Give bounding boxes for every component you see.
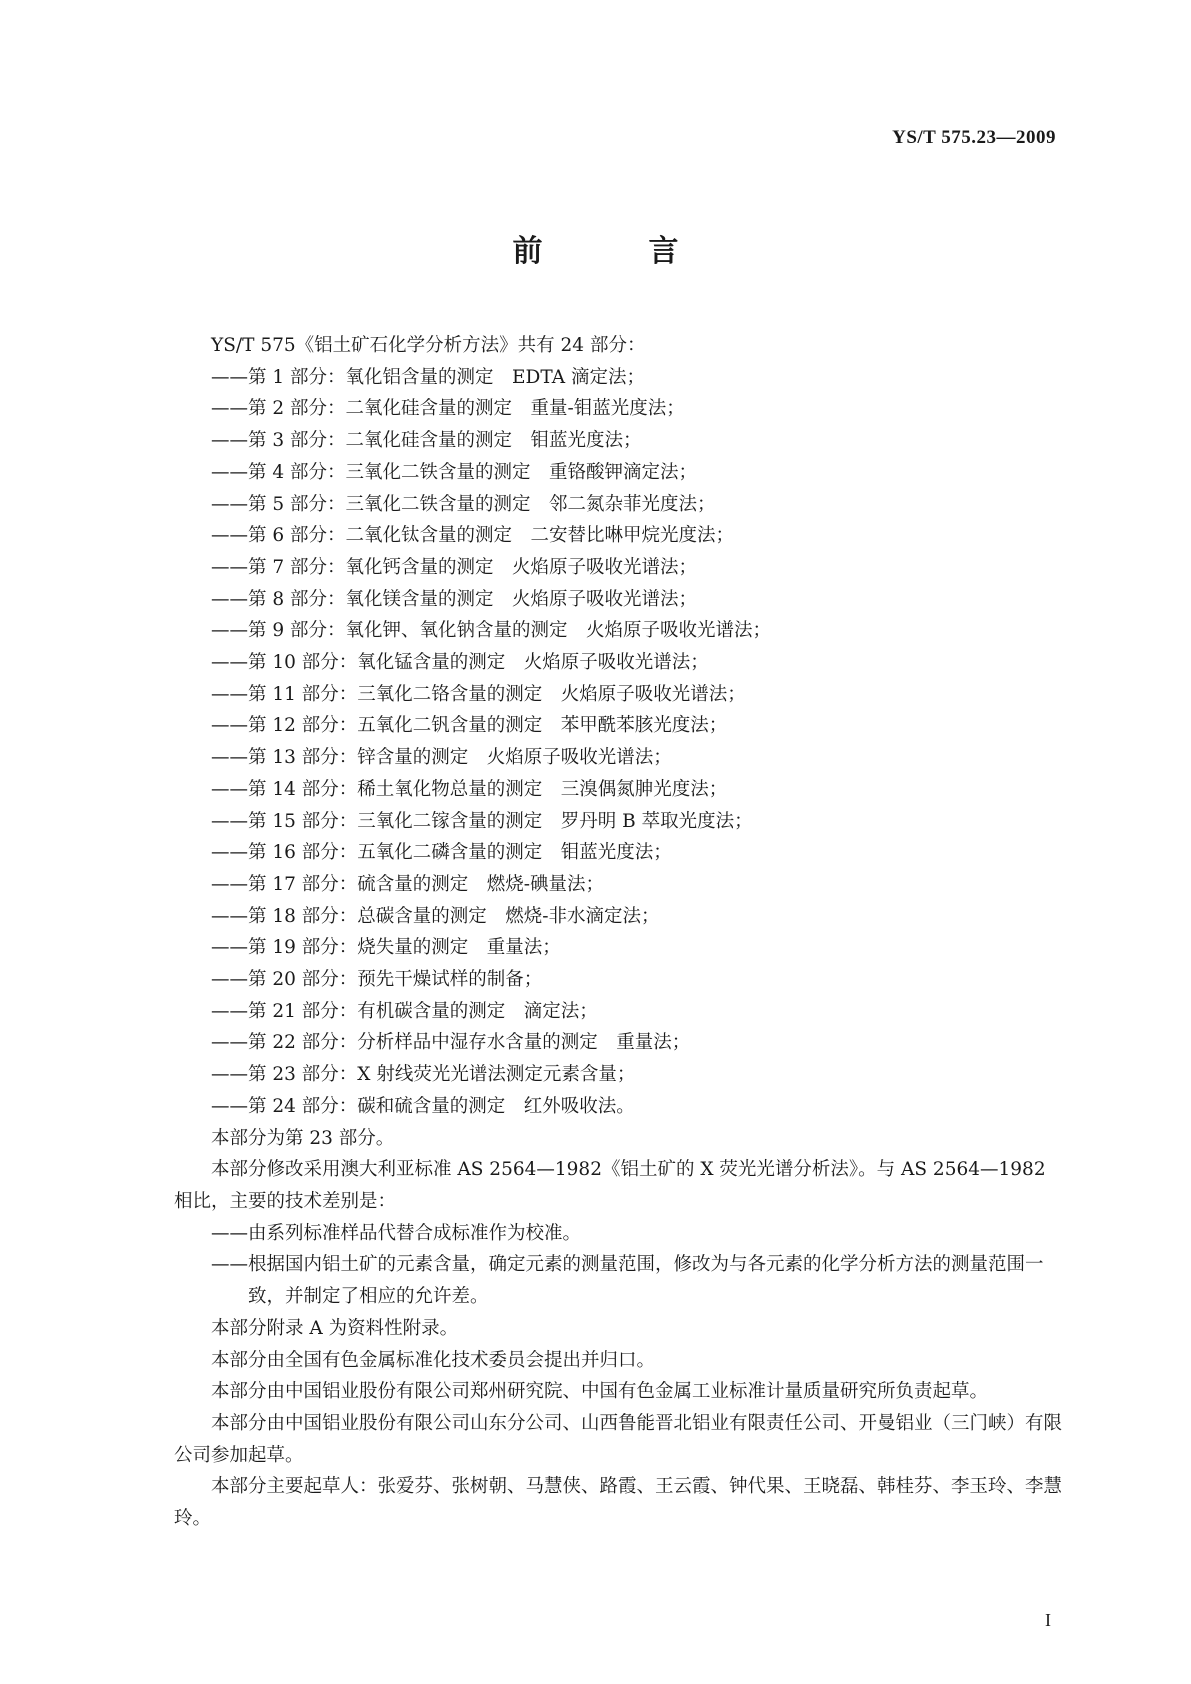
- list-item: ——第 4 部分：三氧化二铁含量的测定 重铬酸钾滴定法；: [211, 461, 698, 483]
- list-item: ——第 3 部分：二氧化硅含量的测定 钼蓝光度法；: [211, 430, 642, 452]
- list-item: ——第 21 部分：有机碳含量的测定 滴定法；: [211, 1000, 598, 1022]
- list-item: ——第 12 部分：五氧化二钒含量的测定 苯甲酰苯胲光度法；: [211, 715, 728, 737]
- list-item: ——第 6 部分：二氧化钛含量的测定 二安替比啉甲烷光度法；: [211, 525, 735, 547]
- list-item: ——第 23 部分：X 射线荧光光谱法测定元素含量；: [211, 1064, 636, 1086]
- list-item: ——第 8 部分：氧化镁含量的测定 火焰原子吸收光谱法；: [211, 588, 698, 610]
- adoption-paragraph: 本部分修改采用澳大利亚标准 AS 2564—1982《铝土矿的 X 荧光光谱分析法》。与 AS 2564—1982 相比，主要的技术差别是：: [174, 1159, 1046, 1212]
- list-item: ——第 19 部分：烧失量的测定 重量法；: [211, 937, 561, 959]
- list-item: ——根据国内铝土矿的元素含量，确定元素的测量范围，修改为与各元素的化学分析方法的测量范围一致，并制定了相应的允许差。: [211, 1254, 1044, 1308]
- list-item: ——第 20 部分：预先干燥试样的制备；: [211, 969, 543, 991]
- list-item: ——由系列标准样品代替合成标准作为校准。: [211, 1222, 582, 1244]
- this-part-paragraph: 本部分为第 23 部分。: [211, 1127, 395, 1149]
- list-item: ——第 24 部分：碳和硫含量的测定 红外吸收法。: [211, 1095, 635, 1117]
- page-number: I: [1045, 1610, 1051, 1630]
- list-item: ——第 2 部分：二氧化硅含量的测定 重量-钼蓝光度法；: [211, 398, 685, 420]
- page-title: 前 言: [512, 234, 717, 269]
- list-item: ——第 15 部分：三氧化二镓含量的测定 罗丹明 B 萃取光度法；: [211, 810, 753, 832]
- intro-paragraph: YS/T 575《铝土矿石化学分析方法》共有 24 部分：: [211, 335, 646, 356]
- standard-number: YS/T 575.23—2009: [892, 127, 1056, 148]
- differences-list: [174, 1218, 1062, 1313]
- list-item: ——第 1 部分：氧化铝含量的测定 EDTA 滴定法；: [211, 366, 645, 388]
- main-drafters-paragraph: 本部分主要起草人：张爱芬、张树朝、马慧侠、路霞、王云霞、钟代果、王晓磊、韩桂芬、李玉玲、李慧玲。: [174, 1476, 1063, 1530]
- list-item: ——第 10 部分：氧化锰含量的测定 火焰原子吸收光谱法；: [211, 652, 709, 674]
- list-item: ——第 7 部分：氧化钙含量的测定 火焰原子吸收光谱法；: [211, 556, 698, 578]
- list-item: ——第 5 部分：三氧化二铁含量的测定 邻二氮杂菲光度法；: [211, 493, 716, 515]
- list-item: ——第 11 部分：三氧化二铬含量的测定 火焰原子吸收光谱法；: [211, 683, 746, 705]
- list-item: ——第 16 部分：五氧化二磷含量的测定 钼蓝光度法；: [211, 842, 672, 864]
- list-item: ——第 13 部分：锌含量的测定 火焰原子吸收光谱法；: [211, 747, 672, 769]
- parts-list: [174, 362, 1062, 1123]
- list-item: ——第 9 部分：氧化钾、氧化钠含量的测定 火焰原子吸收光谱法；: [211, 620, 772, 642]
- annex-paragraph: 本部分附录 A 为资料性附录。: [211, 1317, 459, 1339]
- drafting-participants-paragraph: 本部分由中国铝业股份有限公司山东分公司、山西鲁能晋北铝业有限责任公司、开曼铝业（三门峡）有限公司参加起草。: [174, 1412, 1063, 1466]
- list-item: ——第 17 部分：硫含量的测定 燃烧-碘量法；: [211, 873, 605, 895]
- list-item: ——第 14 部分：稀土氧化物总量的测定 三溴偶氮胂光度法；: [211, 778, 728, 800]
- preface-body: [174, 330, 1062, 1535]
- list-item: ——第 18 部分：总碳含量的测定 燃烧-非水滴定法；: [211, 905, 660, 927]
- proposer-paragraph: 本部分由全国有色金属标准化技术委员会提出并归口。: [211, 1349, 656, 1371]
- drafting-responsible-paragraph: 本部分由中国铝业股份有限公司郑州研究院、中国有色金属工业标准计量质量研究所负责起草。: [211, 1381, 989, 1403]
- list-item: ——第 22 部分：分析样品中湿存水含量的测定 重量法；: [211, 1032, 691, 1054]
